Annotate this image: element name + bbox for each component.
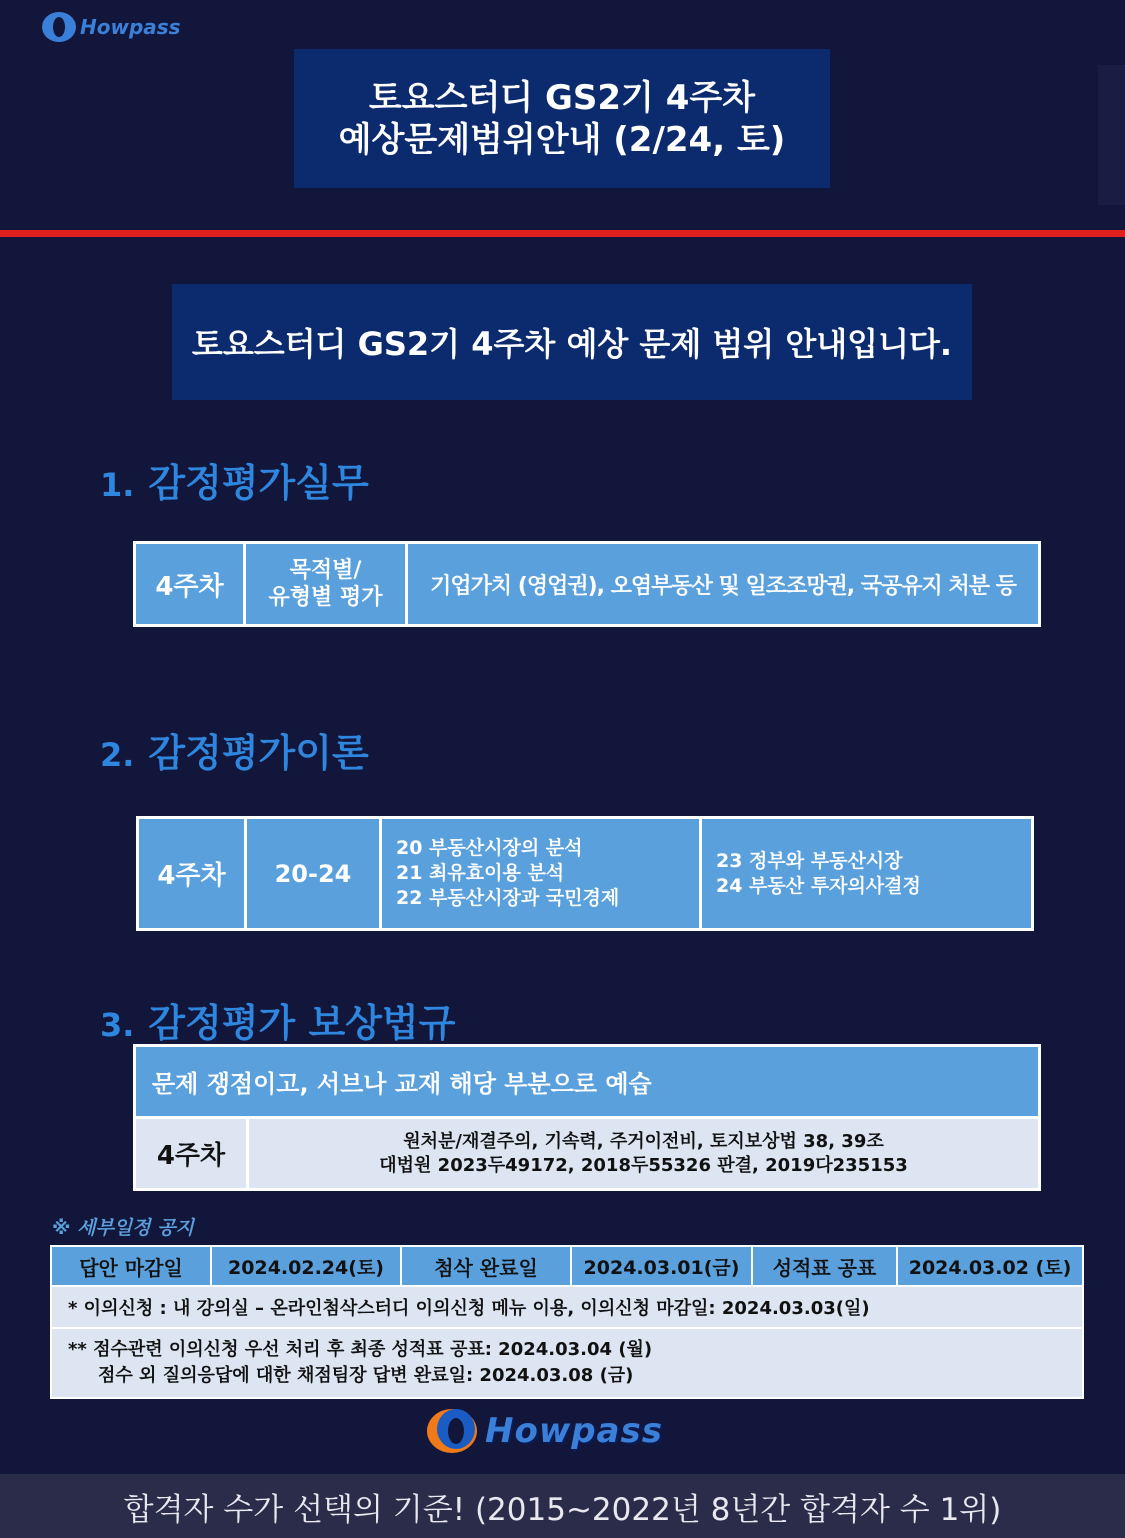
schedule-label: 답안 마감일 (51, 1246, 211, 1286)
schedule-table (50, 1245, 1084, 1399)
content-cell: 기업가치 (영업권), 오염부동산 및 일조조망권, 국공유지 처분 등 (407, 543, 1040, 626)
chapters-left-cell (381, 818, 701, 930)
section-title: 감정평가실무 (148, 461, 369, 505)
howpass-logo-icon (425, 1407, 479, 1455)
category-cell (245, 543, 407, 626)
chapter-item: 21 최유효이용 분석 (396, 862, 565, 884)
decorative-panel (1098, 65, 1125, 205)
table-row (51, 1328, 1083, 1398)
category-line-1: 목적별/ (289, 558, 362, 583)
table-row (51, 1286, 1083, 1328)
section-number: 1. (100, 466, 135, 504)
chapters-right-cell (701, 818, 1033, 930)
objection-note: * 이의신청 : 내 강의실 – 온라인첨삭스터디 이의신청 메뉴 이용, 이의신청 마감일: 2024.03.03(일) (51, 1286, 1083, 1328)
intro-banner (172, 284, 972, 400)
section-1-heading (100, 452, 369, 507)
notice-title: ※ 세부일정 공지 (52, 1217, 194, 1239)
section-2-heading (100, 722, 369, 777)
table-row (51, 1246, 1083, 1286)
divider (0, 230, 1125, 237)
result-note-line-2: 점수 외 질의응답에 대한 채점팀장 답변 완료일: 2024.03.08 (금) (98, 1365, 634, 1386)
howpass-logo (42, 12, 181, 42)
section-title: 감정평가이론 (148, 731, 369, 775)
section-number: 2. (100, 736, 135, 774)
content-line-2: 대법원 2023두49172, 2018두55326 판결, 2019다235153 (379, 1154, 908, 1176)
chapter-item: 20 부동산시장의 분석 (396, 837, 583, 859)
title-line-1: 토요스터디 GS2기 4주차 (368, 77, 756, 118)
section-title: 감정평가 보상법규 (148, 1001, 456, 1045)
schedule-date: 2024.02.24(토) (211, 1246, 401, 1286)
footer-slogan: 합격자 수가 선택의 기준! (2015~2022년 8년간 합격자 수 1위) (123, 1491, 1002, 1528)
page-title (294, 49, 830, 188)
week-cell: 4주차 (135, 1118, 248, 1190)
logo-text: Howpass (80, 15, 181, 39)
howpass-logo-bottom (425, 1407, 663, 1455)
schedule-label: 성적표 공표 (752, 1246, 897, 1286)
schedule-date: 2024.03.01(금) (571, 1246, 752, 1286)
table-row (135, 1118, 1040, 1190)
section-2-table (136, 816, 1034, 931)
table-row (138, 818, 1033, 930)
schedule-label: 첨삭 완료일 (401, 1246, 571, 1286)
section-3-header-cell: 문제 쟁점이고, 서브나 교재 해당 부분으로 예습 (135, 1046, 1040, 1118)
footer-bar (0, 1474, 1125, 1538)
chapter-item: 22 부동산시장과 국민경제 (396, 887, 620, 909)
week-cell: 4주차 (138, 818, 246, 930)
section-1-table (133, 541, 1041, 627)
section-3-table (133, 1044, 1041, 1191)
content-cell (248, 1118, 1040, 1190)
result-note-line-1: ** 점수관련 이의신청 우선 처리 후 최종 성적표 공표: 2024.03.04 (월) (68, 1339, 653, 1360)
howpass-logo-icon (42, 12, 76, 42)
intro-banner-text: 토요스터디 GS2기 4주차 예상 문제 범위 안내입니다. (191, 325, 953, 363)
section-3-heading (100, 992, 455, 1047)
content-line-1: 원처분/재결주의, 기속력, 주거이전비, 토지보상법 38, 39조 (403, 1130, 884, 1152)
week-cell: 4주차 (135, 543, 245, 626)
result-note (51, 1328, 1083, 1398)
chapter-item: 23 정부와 부동산시장 (716, 849, 903, 872)
table-row (135, 543, 1040, 626)
table-row (135, 1046, 1040, 1118)
logo-text: Howpass (485, 1411, 663, 1451)
schedule-date: 2024.03.02 (토) (897, 1246, 1083, 1286)
category-line-2: 유형별 평가 (268, 585, 383, 610)
chapter-item: 24 부동산 투자의사결정 (716, 874, 921, 897)
section-number: 3. (100, 1006, 135, 1044)
title-line-2: 예상문제범위안내 (2/24, 토) (338, 119, 786, 160)
range-cell: 20-24 (246, 818, 381, 930)
